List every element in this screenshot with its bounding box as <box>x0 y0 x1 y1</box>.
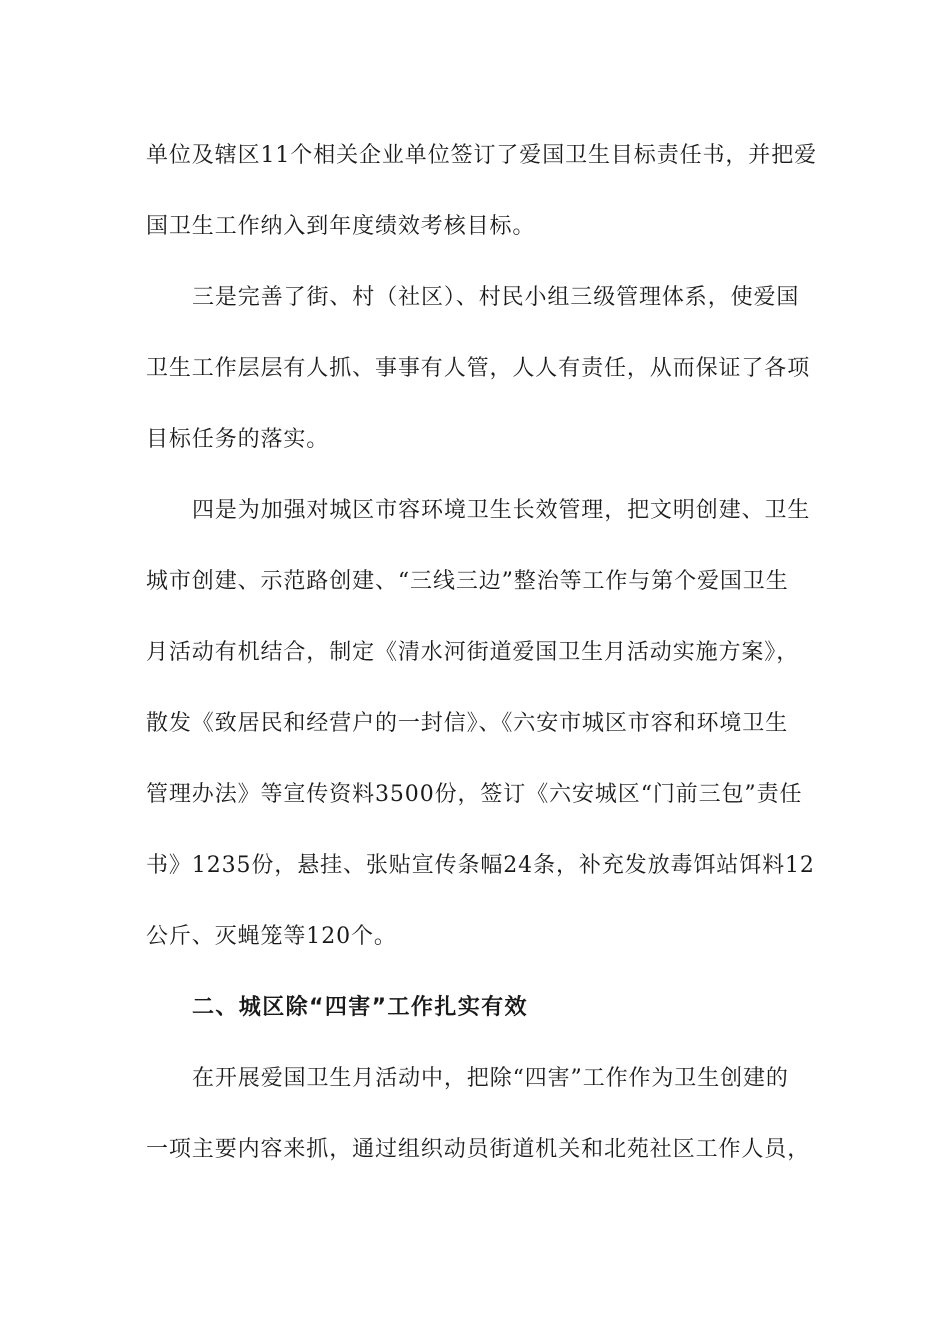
paragraph-line: 三是完善了街、村（社区）、村民小组三级管理体系，使爱国 <box>192 285 800 310</box>
paragraph-line: 一项主要内容来抓，通过组织动员街道机关和北苑社区工作人员， <box>146 1137 811 1162</box>
paragraph-line: 管理办法》等宣传资料3500份，签订《六安城区“门前三包”责任 <box>146 782 803 807</box>
paragraph-line: 公斤、灭蝇笼等120个。 <box>146 924 397 949</box>
paragraph-line: 国卫生工作纳入到年度绩效考核目标。 <box>146 214 536 239</box>
paragraph-line: 卫生工作层层有人抓、事事有人管，人人有责任，从而保证了各项 <box>146 356 811 381</box>
section-heading: 二、城区除“四害”工作扎实有效 <box>192 995 528 1020</box>
paragraph-line: 散发《致居民和经营户的一封信》、《六安市城区市容和环境卫生 <box>146 711 789 736</box>
paragraph-line: 月活动有机结合，制定《清水河街道爱国卫生月活动实施方案》， <box>146 640 800 665</box>
paragraph-line: 书》1235份，悬挂、张贴宣传条幅24条，补充发放毒饵站饵料12 <box>146 853 815 878</box>
paragraph-line: 单位及辖区11个相关企业单位签订了爱国卫生目标责任书，并把爱 <box>146 143 817 168</box>
paragraph-line: 城市创建、示范路创建、“三线三边”整治等工作与第个爱国卫生 <box>146 569 789 594</box>
paragraph-line: 目标任务的落实。 <box>146 427 330 452</box>
paragraph-line: 在开展爱国卫生月活动中，把除“四害”工作作为卫生创建的 <box>192 1066 789 1091</box>
paragraph-line: 四是为加强对城区市容环境卫生长效管理，把文明创建、卫生 <box>192 498 811 523</box>
